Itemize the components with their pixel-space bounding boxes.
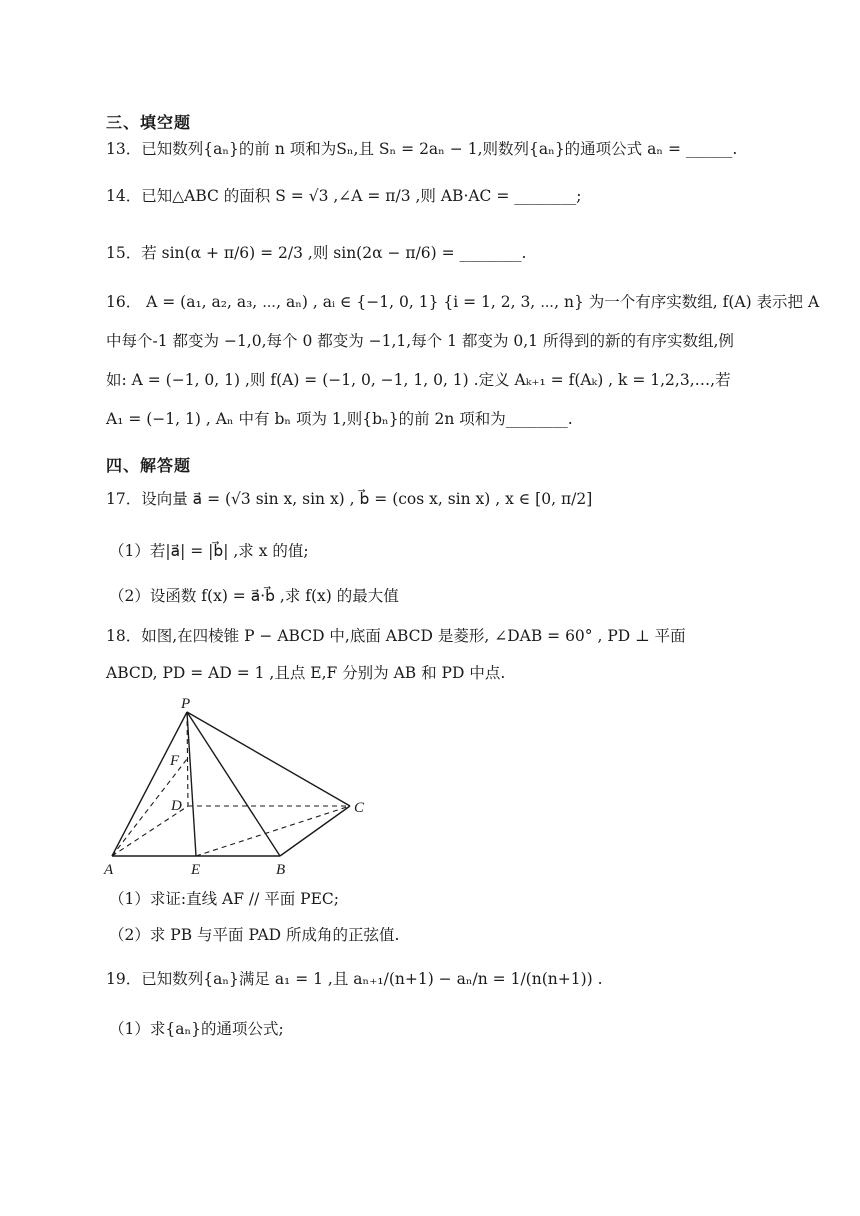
section-heading-solutions: 四、解答题: [106, 456, 192, 475]
question-16-line-1: 16． A = (a₁, a₂, a₃, ⋯, aₙ) , aᵢ ∈ {−1, 0, 1} {i = 1, 2, 3, ⋯, n} 为一个有序实数组, f(A) 表示把 A: [106, 293, 820, 311]
question-18-line-2: ABCD, PD = AD = 1 ,且点 E,F 分别为 AB 和 PD 中点.: [106, 664, 506, 682]
question-16-line-3: 如: A = (−1, 0, 1) ,则 f(A) = (−1, 0, −1, 1, 0, 1) .定义 Aₖ₊₁ = f(Aₖ) , k = 1,2,3,…,若: [106, 371, 731, 389]
pyramid-figure: [100, 692, 390, 882]
question-13: 13．已知数列{aₙ}的前 n 项和为Sₙ,且 Sₙ = 2aₙ − 1,则数列{aₙ}的通项公式 aₙ = ______.: [106, 140, 738, 158]
question-17-part-1: （1）若|a⃗| = |b⃗| ,求 x 的值;: [109, 542, 309, 560]
question-16-line-2: 中每个-1 都变为 −1,0,每个 0 都变为 −1,1,每个 1 都变为 0,1 所得到的新的有序实数组,例: [106, 332, 734, 350]
edge-PC: [187, 712, 350, 806]
question-16-line-4: A₁ = (−1, 1) , Aₙ 中有 bₙ 项为 1,则{bₙ}的前 2n 项和为________.: [106, 410, 573, 428]
question-19: 19．已知数列{aₙ}满足 a₁ = 1 ,且 aₙ₊₁/(n+1) − aₙ/n = 1/(n(n+1)) .: [106, 970, 603, 988]
edge-PE: [187, 712, 196, 856]
label-D: D: [171, 798, 182, 814]
label-A: A: [104, 862, 114, 878]
question-19-part-1: （1）求{aₙ}的通项公式;: [109, 1020, 284, 1038]
label-F: F: [170, 753, 180, 769]
label-E: E: [191, 862, 201, 878]
edge-EC: [196, 806, 350, 856]
question-15: 15．若 sin(α + π/6) = 2/3 ,则 sin(2α − π/6) = ________.: [106, 244, 527, 262]
edge-PB: [187, 712, 280, 856]
edge-BC: [280, 806, 350, 856]
section-heading-fill-in-blank: 三、填空题: [106, 113, 192, 132]
question-18-part-1: （1）求证:直线 AF // 平面 PEC;: [109, 890, 340, 908]
label-C: C: [354, 800, 365, 816]
question-18-part-2: （2）求 PB 与平面 PAD 所成角的正弦值.: [109, 926, 400, 944]
label-P: P: [181, 696, 191, 712]
label-B: B: [276, 862, 286, 878]
question-14: 14．已知△ABC 的面积 S = √3 ,∠A = π/3 ,则 AB·AC = ________;: [106, 187, 582, 205]
edge-PA: [112, 712, 187, 856]
question-18-line-1: 18．如图,在四棱锥 P − ABCD 中,底面 ABCD 是菱形, ∠DAB = 60° , PD ⊥ 平面: [106, 627, 686, 645]
question-17: 17．设向量 a⃗ = (√3 sin x, sin x) , b⃗ = (cos x, sin x) , x ∈ [0, π/2]: [106, 490, 593, 508]
question-17-part-2: （2）设函数 f(x) = a⃗·b⃗ ,求 f(x) 的最大值: [109, 587, 399, 605]
